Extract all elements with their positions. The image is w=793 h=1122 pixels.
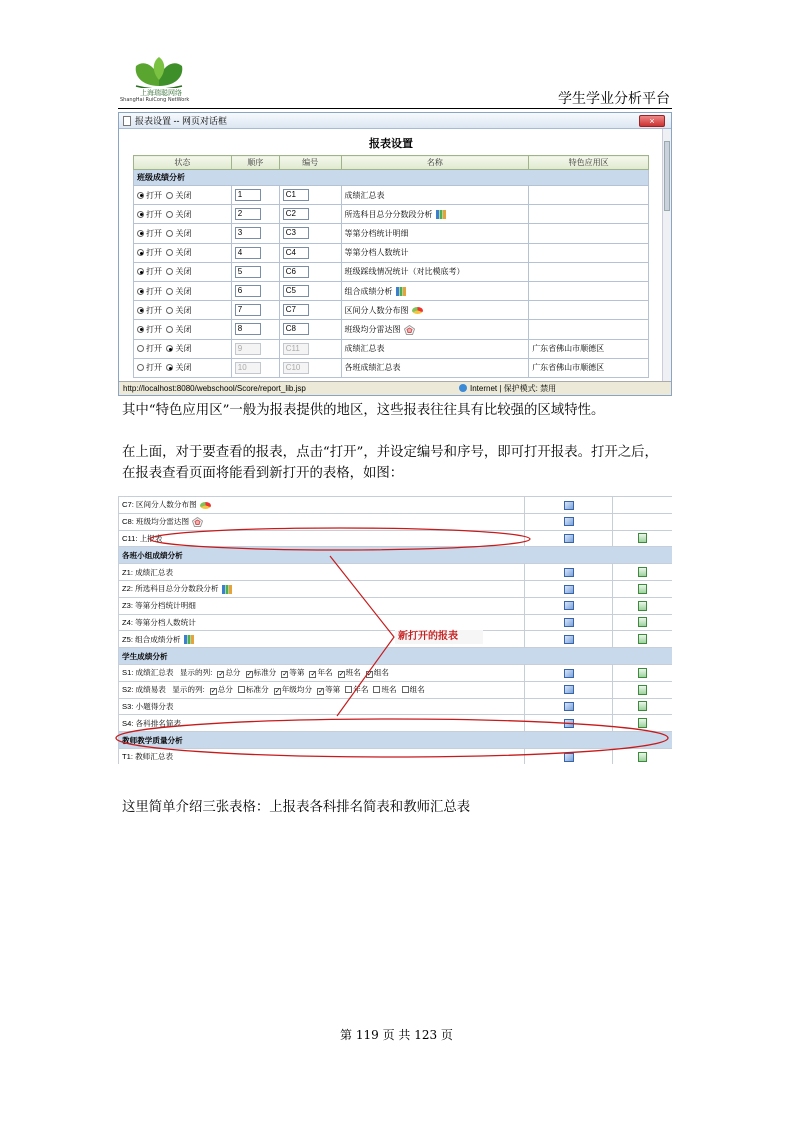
- checkbox-label: 班名: [381, 685, 397, 695]
- order-input[interactable]: 2: [235, 208, 261, 220]
- code-input[interactable]: C5: [283, 285, 309, 297]
- report-link[interactable]: Z2: 所选科目总分分数段分析: [122, 584, 219, 594]
- paragraph-open-line2: 在报表查看页面将能看到新打开的表格，如图：: [122, 466, 404, 481]
- checkbox-label: 总分: [217, 685, 233, 695]
- open-label: 打开: [146, 324, 162, 334]
- open-label: 打开: [146, 344, 162, 354]
- paragraph-three-tables: 这里简单介绍三张表格：上报表各科排名简表和教师汇总表: [122, 800, 471, 815]
- page-footer: 第 119 页 共 123 页: [340, 1028, 453, 1042]
- column-checkbox[interactable]: ✓: [338, 671, 345, 679]
- status-zone: Internet | 保护模式: 禁用: [459, 382, 556, 395]
- close-label: 关闭: [175, 248, 192, 258]
- group-label: 教师教学质量分析: [119, 732, 673, 749]
- open-label: 打开: [146, 209, 162, 219]
- code-input[interactable]: C7: [283, 304, 309, 316]
- report-name: 班级踩线情况统计（对比模底考）: [344, 267, 465, 277]
- checkbox-label: 组名: [409, 685, 425, 695]
- column-checkbox[interactable]: ✓: [210, 688, 217, 696]
- group-label: 各班小组成绩分析: [119, 547, 673, 564]
- code-input[interactable]: C6: [283, 266, 309, 278]
- region-cell: 广东省佛山市顺德区: [529, 339, 649, 358]
- close-label: 关闭: [175, 305, 192, 315]
- report-name: 成绩汇总表: [344, 190, 385, 200]
- open-label: 打开: [146, 286, 162, 296]
- report-name: 各班成绩汇总表: [344, 363, 401, 373]
- close-label: 关闭: [175, 267, 192, 277]
- report-link[interactable]: Z5: 组合成绩分析: [122, 634, 181, 644]
- column-header: 名称: [341, 156, 529, 170]
- report-name: 等第分档统计明细: [344, 228, 409, 238]
- highlight-ellipse-lower: [116, 719, 668, 757]
- checkbox-label: 标准分: [245, 685, 269, 695]
- report-name: 所选科目总分分数段分析: [344, 209, 433, 219]
- order-input[interactable]: 9: [235, 343, 261, 355]
- code-input[interactable]: C3: [283, 227, 309, 239]
- open-label: 打开: [146, 305, 162, 315]
- order-input[interactable]: 10: [235, 362, 261, 374]
- close-label: 关闭: [175, 228, 192, 238]
- code-input[interactable]: C2: [283, 208, 309, 220]
- open-label: 打开: [146, 248, 162, 258]
- column-header: 特色应用区: [529, 156, 649, 170]
- group-label: 班级成绩分析: [134, 170, 649, 186]
- close-label: 关闭: [175, 209, 192, 219]
- code-input[interactable]: C10: [283, 362, 309, 374]
- show-columns-label: 显示的列:: [179, 668, 213, 678]
- checkbox-label: 组名: [373, 668, 390, 678]
- report-link[interactable]: S1: 成绩汇总表: [122, 668, 174, 678]
- column-header: 状态: [134, 156, 232, 170]
- checkbox-label: 年名: [353, 685, 369, 695]
- column-checkbox[interactable]: ✓: [218, 671, 225, 679]
- open-label: 打开: [146, 267, 162, 277]
- report-link[interactable]: S3: 小题得分表: [122, 701, 174, 711]
- checkbox-label: 总分: [225, 668, 241, 678]
- report-link[interactable]: T1: 教师汇总表: [122, 752, 174, 762]
- close-label: 关闭: [175, 324, 192, 334]
- paragraph-special-region: 其中“特色应用区”一般为报表提供的地区，这些报表往往具有比较强的区域特性。: [122, 403, 605, 418]
- column-checkbox[interactable]: ✓: [246, 671, 253, 679]
- order-input[interactable]: 6: [235, 285, 261, 297]
- logo-line1: 上海瑞聪网络: [140, 89, 182, 97]
- order-input[interactable]: 3: [235, 227, 261, 239]
- column-header: 编号: [279, 156, 341, 170]
- code-input[interactable]: C1: [283, 189, 309, 201]
- checkbox-label: 年名: [317, 668, 333, 678]
- checkbox-label: 年级均分: [281, 685, 313, 695]
- callout-new-reports: 新打开的报表: [395, 630, 483, 644]
- close-label: 关闭: [175, 363, 192, 373]
- highlight-ellipse-upper: [150, 528, 530, 550]
- report-link[interactable]: C7: 区间分人数分布图: [122, 500, 197, 510]
- checkbox-label: 标准分: [253, 668, 277, 678]
- column-checkbox[interactable]: ✓: [310, 671, 317, 679]
- column-checkbox[interactable]: ✓: [282, 671, 289, 679]
- report-link[interactable]: Z4: 等第分档人数统计: [122, 617, 196, 627]
- report-link[interactable]: C11: 上报表: [122, 533, 163, 543]
- column-checkbox[interactable]: ✓: [366, 671, 373, 679]
- report-link[interactable]: S4: 各科排名简表: [122, 718, 182, 728]
- report-name: 等第分档人数统计: [344, 248, 409, 258]
- report-link[interactable]: S2: 成绩易表: [122, 685, 166, 695]
- callout-pointer-lines: [330, 556, 397, 716]
- show-columns-label: 显示的列:: [172, 685, 205, 695]
- close-label: 关闭: [175, 344, 192, 354]
- checkbox-label: 等第: [325, 685, 341, 695]
- checkbox-label: 班名: [345, 668, 361, 678]
- group-label: 学生成绩分析: [119, 648, 673, 665]
- report-link[interactable]: Z3: 等第分档统计明细: [122, 601, 196, 611]
- report-link[interactable]: Z1: 成绩汇总表: [122, 567, 174, 577]
- logo-line2: ShangHai RuiCong NetWork: [120, 97, 190, 103]
- report-name: 区间分人数分布图: [344, 305, 409, 315]
- code-input[interactable]: C4: [283, 247, 309, 259]
- close-button[interactable]: ×: [639, 115, 665, 127]
- order-input[interactable]: 1: [235, 189, 261, 201]
- code-input[interactable]: C8: [283, 323, 309, 335]
- table-title: 报表设置: [369, 138, 413, 150]
- paragraph-open-line1: 在上面，对于要查看的报表，点击“打开”，并设定编号和序号，即可打开报表。打开之后，: [122, 445, 658, 460]
- order-input[interactable]: 5: [235, 266, 261, 278]
- report-name: 组合成绩分析: [344, 286, 393, 296]
- open-label: 打开: [146, 190, 162, 200]
- region-cell: 广东省佛山市顺德区: [529, 358, 649, 377]
- report-name: 成绩汇总表: [344, 344, 385, 354]
- column-header: 顺序: [231, 156, 279, 170]
- report-name: 班级均分雷达图: [344, 324, 401, 334]
- close-label: 关闭: [175, 286, 192, 296]
- order-input[interactable]: 8: [235, 323, 261, 335]
- close-label: 关闭: [175, 190, 192, 200]
- open-label: 打开: [146, 228, 162, 238]
- dialog-title: 报表设置 -- 网页对话框: [135, 116, 227, 126]
- open-label: 打开: [146, 363, 162, 373]
- checkbox-label: 等第: [289, 668, 305, 678]
- status-url: http://localhost:8080/webschool/Score/report_lib.jsp: [123, 384, 306, 393]
- column-checkbox[interactable]: ✓: [274, 688, 281, 696]
- report-link[interactable]: C8: 班级均分雷达图: [122, 517, 190, 527]
- platform-title: 学生学业分析平台: [558, 91, 670, 107]
- column-checkbox[interactable]: ✓: [318, 688, 324, 696]
- order-input[interactable]: 7: [235, 304, 261, 316]
- order-input[interactable]: 4: [235, 247, 261, 259]
- code-input[interactable]: C11: [283, 343, 309, 355]
